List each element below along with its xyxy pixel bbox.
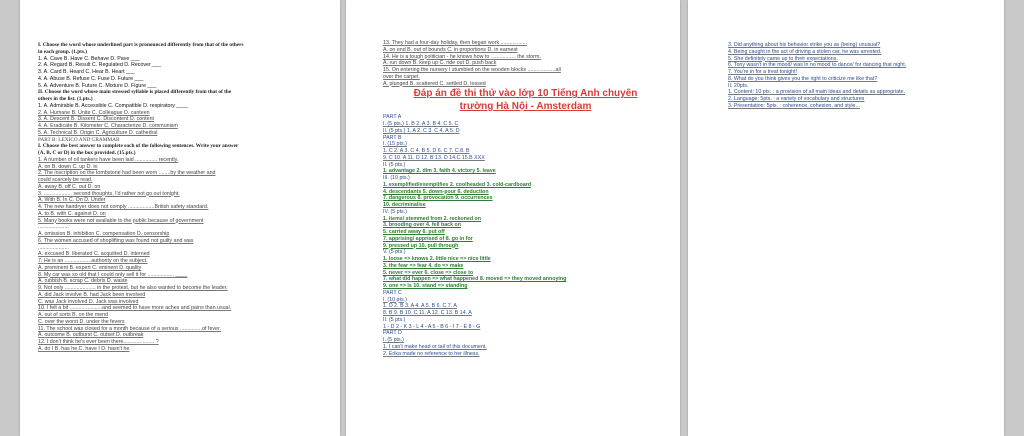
text-line: 4. A. Eradicate B. Kilometer C. Characterize D. communism: [38, 123, 178, 129]
text-line: 14. He is a tough politician - he knows how to ................. the storm.: [383, 53, 541, 60]
text-line: 3. A. Card B. Heard C. Hear B. Heart ___: [38, 69, 135, 75]
document-page-3: [688, 0, 1004, 436]
page-3-content: [728, 42, 994, 110]
text-line: A. on end B. out of bounds C. in proportions D. in earnest: [383, 46, 518, 53]
text-line: 2. Language: 5pts. : a variety of vocabulary and structures: [728, 96, 865, 102]
text-line: 7. dangerous 8. provocation 9. occurrences: [383, 195, 493, 202]
text-line: 11. The school was closed for a month because of a serious ...............of fever.: [38, 325, 221, 332]
text-line: PART C: [383, 289, 402, 296]
text-line: could scarcely be read.: [38, 177, 93, 183]
text-line: 1. A. Cave B. Have C. Behave D. Pave ___: [38, 55, 140, 62]
document-page-2: [346, 0, 680, 436]
page-1-content: [38, 42, 330, 353]
text-line: A. omission B. inhibition C. compensation D. censorship: [38, 231, 170, 237]
text-line: PART A: [383, 114, 402, 121]
text-line: 9. C 10. A 11. D 12. B 13. D 14.C 15.B XXX: [383, 154, 485, 161]
text-line: 6. Tony wasn't in the mood/ was in no mood to dance/ for dancing that night.: [728, 62, 907, 69]
text-line: 5. never => ever 6. close => close to: [383, 269, 474, 276]
text-line: 3. A. Descent B. Dissent C. Discontent D. content: [38, 116, 154, 123]
text-line: A. outcome B. outburst C. outset D. outbreak: [38, 332, 144, 339]
text-line: V. (5 pts.): [383, 249, 406, 256]
text-line: 7. apprising/ apprised of 8. go in for: [383, 235, 473, 242]
text-line: 6. The women accused of shoplifting was found not guilty and was: [38, 237, 194, 244]
text-line: .....................: [38, 244, 69, 251]
page-2-content: [383, 40, 668, 357]
text-line: 2. Erika made no reference to her illness.: [383, 350, 480, 357]
text-line: 12. I don't think he's ever been there..................... ?: [38, 339, 159, 345]
text-line: 7. what did happen => what happened 8. moved => they moved annoying: [383, 276, 567, 283]
text-line: A. do I B. has he C. have I D. hasn't he: [38, 345, 130, 352]
text-line: 1. loose => knows 2. little nice => nice little: [383, 256, 491, 262]
text-line: PART B: [383, 134, 402, 141]
text-line: C. was Jack involved D. Jack was involved: [38, 298, 139, 305]
text-line: I. (15 pts.): [383, 141, 407, 148]
text-line: I. (10 pts.): [383, 296, 407, 303]
text-line: 1. A number of oil tankers have been laid ............... recently.: [38, 156, 179, 163]
text-line: 5. carried away 6. put off: [383, 229, 445, 235]
text-line: 5. She definitely came up to their expectations.: [728, 55, 838, 62]
text-line: 8. B 9. B 10. C 11. A 12. C 13. B 14. A: [383, 310, 472, 316]
document-page-1: [20, 0, 340, 436]
text-line: II. (5 pts.): [383, 316, 406, 323]
text-line: C. over the worst D. under the fevers: [38, 318, 125, 325]
text-line: 9. pressed up 10. pull through: [383, 242, 459, 249]
text-line: 7. He is an ..................authority on the subject.: [38, 258, 148, 264]
text-line: 4. Being caught in the act of driving a stolen car, he was arrested.: [728, 48, 882, 55]
text-line: 4. descendants 5. down-pour 6. deduction: [383, 188, 489, 195]
text-line: II. (5 pts.): [383, 161, 406, 168]
text-line: 3. Did anything about his behavior strike you as (being) unusual?: [728, 42, 881, 48]
text-line: 1. A. Admirable B. Accessible C. Compatible D. respiratory ____: [38, 102, 189, 109]
text-line: PART B: LEXICO AND GRAMMAR: [38, 136, 120, 143]
text-line: others in the list. (1.pts.): [38, 96, 93, 102]
text-line: 8. My car was so old that I could only sell it for .................. ____: [38, 271, 188, 278]
text-line: II. Choose the word whose main stressed syllable is placed differently from that of the: [38, 89, 232, 96]
text-line: 3. brooding over 4. fell back on: [383, 222, 461, 229]
text-line: 15. On entering the nursery I stumbled on the wooden blocks ...................all: [383, 67, 561, 73]
text-line: 1. Content: 10 pts. : a provision of all main ideas and details as appropriate.: [728, 89, 905, 96]
text-line: 2. The inscription on the tombstone had been worn ........by the weather and: [38, 170, 216, 177]
text-line: 7. You're in for a treat tonight!: [728, 69, 798, 75]
text-line: (A, B, C or D) in the box provided. (15.pts.): [38, 150, 136, 156]
text-line: A. away B. off C. out D. on: [38, 183, 101, 190]
text-line: I. (5 pts.): [383, 337, 404, 343]
text-line: A. to B. with C. against D. on: [38, 210, 106, 217]
text-line: A. With B. In C. On D. Under: [38, 197, 106, 204]
text-line: I. Choose the best answer to complete each of the following sentences. Write your answer: [38, 143, 239, 150]
text-line: 10. decriminalise: [383, 202, 426, 208]
text-line: 1 - D 2 - K 3 - L 4 - A 5 - B 6 - I 7 - E 8 - G: [383, 323, 481, 330]
answer-key-title: Đáp án đề thi thử vào lớp 10 Tiếng Anh chuyên: [413, 88, 638, 100]
text-line: over the carpet.: [383, 73, 420, 80]
text-line: 2. A. Humane B. Unite C. Colleague D. canteen: [38, 109, 150, 116]
text-line: PART D: [383, 330, 402, 337]
text-line: IV. (5 pts.): [383, 208, 407, 215]
text-line: 1. C 2. A 3. C 4. B 5. D 6. C 7. C 8. B: [383, 148, 470, 154]
text-line: A. plunged B. scattered C. settled D. tossed: [383, 80, 486, 87]
text-line: A. on B. down C. up D. in: [38, 163, 98, 170]
text-line: 4. A. Abuse B. Refuse C. Fuse D. Future ___: [38, 75, 144, 82]
text-line: 10. I felt a bit ......................and seemed to have more aches and pains than usual.: [38, 305, 232, 312]
text-line: 5. A. Adventure B. Future C. Mixture D. Figure ___: [38, 82, 157, 89]
text-line: 1. exemplified/exemplifies 2. coolheaded 3. cold-cardboard: [383, 181, 532, 188]
text-line: A. did Jack involve B. had Jack been involved: [38, 291, 146, 298]
text-line: A. out of sorts B. on the mend: [38, 312, 109, 318]
text-line: I. Choose the word whose underlined part is pronounced differently from that of the others: [38, 42, 244, 48]
text-line: II. (5 pts.) 1. A 2. C 3. C 4. A 5. D: [383, 127, 460, 134]
text-line: A. prominent B. expert C. eminent D. quality: [38, 264, 142, 271]
text-line: 3. the fear => fear 4. do => make: [383, 262, 464, 269]
text-line: A. excused B. liberated C. acquitted D. interned: [38, 251, 150, 258]
text-line: 2. A. Regard B. Result C. Regulated D. Recover ___: [38, 62, 162, 69]
text-line: 5. A. Technical B. Origin C. Agriculture D. cathedral: [38, 129, 158, 136]
text-line: 1. I can't make head or tail of this document.: [383, 343, 487, 350]
text-line: 3. ................... second thoughts, I'd rather not go out tonight.: [38, 190, 180, 197]
answer-key-title: trường Hà Nội - Amsterdam: [459, 101, 592, 113]
text-line: 9. one => is 10. stand => standing: [383, 283, 468, 289]
text-line: 4. The new hairdryer does not comply ..................British safety standard.: [38, 204, 209, 210]
text-line: 3. Presentation: 5pts. : coherence, cohesion, and style...: [728, 102, 860, 109]
text-line: III. (10 pts.): [383, 175, 410, 181]
text-line: .....................: [38, 224, 69, 231]
text-line: II. 20pts.: [728, 82, 749, 89]
text-line: 1. items/ stemmed from 2. reckoned on: [383, 215, 482, 222]
text-line: 13. They had a four-day holiday, then began work ..................: [383, 40, 528, 46]
text-line: 1. advantage 2. dim 3. faith 4. victory 5. leave: [383, 168, 496, 175]
text-line: 1. D 2. B 3. A 4. A 5. B 6. C 7. A: [383, 303, 457, 310]
text-line: 5. Many books were not available to the public because of government: [38, 217, 204, 224]
text-line: 8. What do you think gives you the right to criticize me like that?: [728, 75, 878, 82]
text-line: A. run down B. keep up C. ride out D. push back: [383, 60, 497, 67]
text-line: 9. Not only ..................... in the protest, but he also wanted to become the leader.: [38, 285, 228, 291]
text-line: A. rubbish B. scrap C. debris D. waste: [38, 278, 128, 285]
text-line: I. (5 pts.) 1. B 2. A 3. B 4. C 5. C: [383, 121, 459, 127]
text-line: in each group. (1.pts.): [38, 48, 88, 55]
